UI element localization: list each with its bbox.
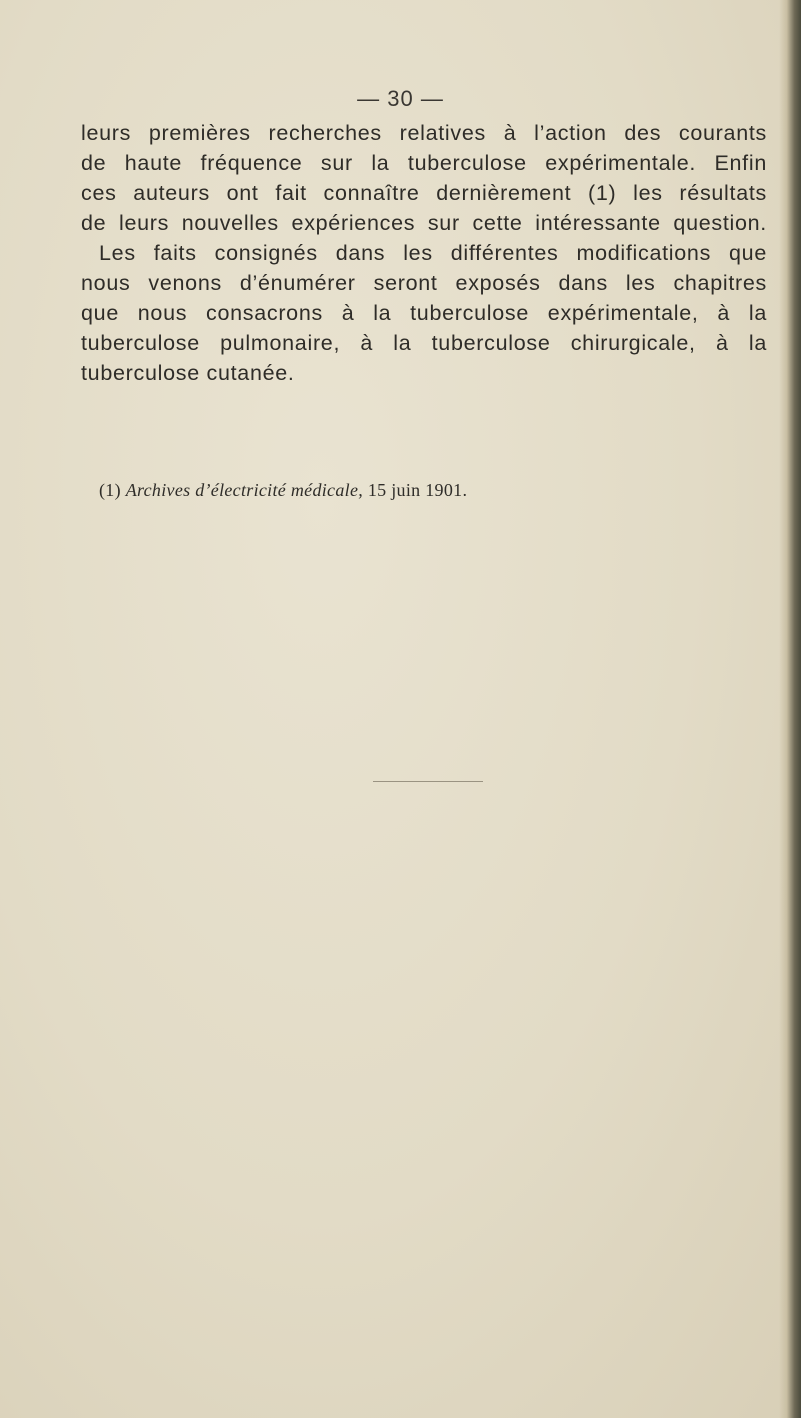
page-number: — 30 — (357, 86, 444, 111)
footnote (99, 480, 467, 501)
footnote-date: 15 juin 1901. (367, 480, 468, 500)
footnote-journal: Archives d’électricité médicale, (125, 480, 364, 500)
text-line: nous venons d’énumérer seront exposés dans les chapitres (81, 271, 767, 295)
text-line: Les faits consignés dans les différentes modifications que (99, 241, 767, 265)
text-line: de haute fréquence sur la tuberculose expérimentale. Enfin (81, 151, 767, 175)
footnote-marker: (1) (99, 480, 121, 500)
text-line: tuberculose cutanée. (81, 361, 295, 385)
text-line: ces auteurs ont fait connaître dernièrement (1) les résultats (81, 181, 767, 205)
text-line: tuberculose pulmonaire, à la tuberculose chirurgicale, à la (81, 331, 767, 355)
text-line: que nous consacrons à la tuberculose expérimentale, à la (81, 301, 767, 325)
page-edge-shadow (779, 0, 801, 1418)
divider (373, 781, 483, 782)
text-line: leurs premières recherches relatives à l’action des courants (81, 121, 767, 145)
body-text (81, 118, 767, 388)
text-line: de leurs nouvelles expériences sur cette intéressante question. (81, 211, 767, 235)
